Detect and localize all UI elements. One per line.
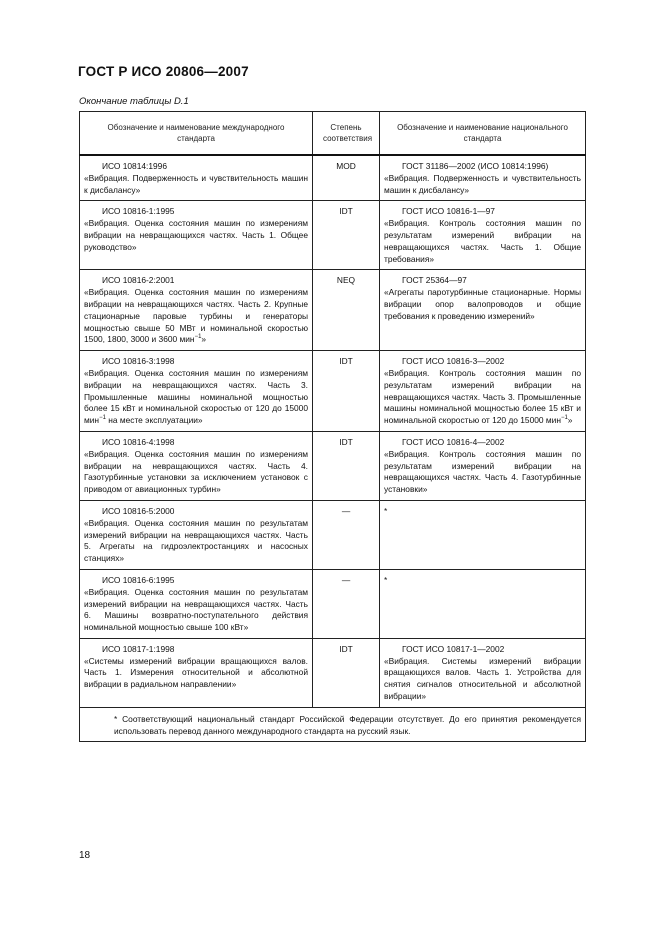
- international-standard-title: «Вибрация. Оценка состояния машин по измерениям вибрации на невращающихся частях. Часть 4. Газотурбинные установки за исключением установок с приводом от авиационных турбин»: [84, 448, 308, 495]
- degree-cell: [313, 569, 380, 638]
- international-standard-code: ИСО 10816-5:2000: [102, 505, 175, 516]
- header-degree-of-conformity: Степень соответствия: [313, 112, 380, 156]
- international-standard-cell: [80, 638, 313, 707]
- international-standard-title: «Вибрация. Оценка состояния машин по результатам измерений вибрации на невращающихся частях. Часть 6. Машины возвратно-поступательного действия номинальной мощностью свыше 100 кВт»: [84, 586, 308, 633]
- national-standard-code: ГОСТ ИСО 10816-4—2002: [402, 436, 505, 447]
- correspondence-table: [79, 111, 586, 742]
- national-standard-cell: [380, 500, 586, 569]
- national-standard-title: «Вибрация. Контроль состояния машин по результатам измерений вибрации на невращающихся частях. Часть 1. Общие требования»: [384, 218, 581, 264]
- national-standard-title: «Вибрация. Контроль состояния машин по результатам измерений вибрации на невращающихся частях. Часть 3. Промышленные машины номинальной мощностью более 15 кВт и номинальной скоростью от 120 до 15000 мин: [384, 367, 581, 426]
- national-standard-cell: [380, 351, 586, 432]
- national-standard-title: «Вибрация. Подверженность и чувствительность машин к дисбалансу»: [384, 172, 581, 195]
- table-header-row: [80, 112, 586, 156]
- table-row: [80, 638, 586, 707]
- international-standard-title: «Системы измерений вибрации вращающихся валов. Часть 1. Измерения относительной и абсолютной вибрации в радиальном направлении»: [84, 655, 308, 690]
- international-standard-code: ИСО 10816-4:1998: [102, 436, 175, 447]
- international-standard-cell: [80, 500, 313, 569]
- degree-cell: [313, 638, 380, 707]
- degree-cell: [313, 431, 380, 500]
- national-standard-title: «Вибрация. Системы измерений вибрации вращающихся валов. Часть 1. Устройства для снятия сигналов относительной и абсолютной вибрации»: [384, 655, 581, 702]
- national-standard-cell: [380, 431, 586, 500]
- table-row: [80, 351, 586, 432]
- national-standard-cell: [380, 569, 586, 638]
- table-row: [80, 569, 586, 638]
- degree-cell: [313, 155, 380, 201]
- international-standard-cell: [80, 569, 313, 638]
- header-national-standard: Обозначение и наименование национального стандарта: [380, 112, 586, 156]
- footnote-marker: *: [384, 574, 388, 585]
- international-standard-code: ИСО 10817-1:1998: [102, 643, 175, 654]
- international-standard-title: «Вибрация. Оценка состояния машин по измерениям вибрации на невращающихся частях. Часть 1. Общее руководство»: [84, 218, 308, 252]
- national-standard-cell: [380, 201, 586, 270]
- unit-superscript: −1: [194, 334, 202, 341]
- table-row: [80, 201, 586, 270]
- international-standard-code: ИСО 10816-1:1995: [102, 206, 175, 217]
- unit-superscript: −1: [560, 415, 568, 422]
- degree-cell: [313, 500, 380, 569]
- table-caption: Окончание таблицы D.1: [79, 96, 189, 107]
- national-standard-cell: [380, 155, 586, 201]
- table-row: [80, 155, 586, 201]
- degree-cell: [313, 201, 380, 270]
- international-standard-title: «Вибрация. Оценка состояния машин по измерениям вибрации на невращающихся частях. Часть 3. Промышленные машины номинальной мощностью более 15 кВт и номинальной скоростью от 120 до 15000 мин: [84, 367, 308, 426]
- page-number: 18: [79, 850, 91, 861]
- international-standard-title: «Вибрация. Оценка состояния машин по результатам измерений вибрации на невращающихся частях. Часть 5. Агрегаты на гидроэлектростанциях и насосных станциях»: [84, 517, 308, 564]
- title-tail: »: [201, 334, 207, 345]
- footnote-marker: *: [384, 505, 388, 516]
- table-row: [80, 270, 586, 351]
- international-standard-code: ИСО 10816-6:1995: [102, 574, 175, 585]
- footnote-text: * Соответствующий национальный стандарт Российской Федерации отсутствует. До его принятия рекомендуется использовать перевод данного международного стандарта на русский язык.: [114, 713, 581, 736]
- national-standard-code: ГОСТ ИСО 10816-1—97: [402, 206, 495, 217]
- international-standard-code: ИСО 10814:1996: [102, 161, 167, 171]
- international-standard-cell: [80, 155, 313, 201]
- national-standard-title: «Агрегаты паротурбинные стационарные. Нормы вибрации опор валопроводов и общие требования к проведению измерений»: [384, 287, 581, 321]
- table-footnote: [80, 707, 586, 741]
- national-standard-code: ГОСТ ИСО 10817-1—2002: [402, 643, 505, 654]
- national-standard-cell: [380, 270, 586, 351]
- national-standard-cell: [380, 638, 586, 707]
- degree-value: IDT: [339, 206, 353, 217]
- international-standard-cell: [80, 270, 313, 351]
- degree-value: IDT: [339, 643, 353, 654]
- international-standard-cell: [80, 431, 313, 500]
- international-standard-code: ИСО 10816-3:1998: [102, 356, 175, 367]
- header-international-standard: Обозначение и наименование международного стандарта: [80, 112, 313, 156]
- document-title: ГОСТ Р ИСО 20806—2007: [78, 64, 249, 79]
- title-tail: на месте эксплуатации»: [105, 415, 203, 426]
- title-tail: »: [567, 415, 573, 426]
- international-standard-cell: [80, 201, 313, 270]
- national-standard-code: ГОСТ 31186—2002 (ИСО 10814:1996): [402, 161, 549, 171]
- international-standard-code: ИСО 10816-2:2001: [102, 275, 175, 286]
- national-standard-code: ГОСТ ИСО 10816-3—2002: [402, 356, 505, 367]
- footnote-row: [80, 707, 586, 741]
- degree-value: NEQ: [336, 275, 356, 286]
- degree-cell: [313, 351, 380, 432]
- degree-value: MOD: [336, 161, 356, 171]
- degree-value: IDT: [339, 356, 353, 367]
- national-standard-code: ГОСТ 25364—97: [402, 275, 467, 286]
- international-standard-title: «Вибрация. Оценка состояния машин по измерениям вибрации на невращающихся частях. Часть 2. Крупные стационарные паровые турбины и генераторы мощностью свыше 50 МВт и номинальной скоростью 1500, 1800, 3000 и 3600 мин: [84, 287, 308, 345]
- degree-cell: [313, 270, 380, 351]
- degree-value: IDT: [339, 436, 353, 447]
- table-row: [80, 500, 586, 569]
- unit-superscript: −1: [99, 415, 106, 422]
- international-standard-title: «Вибрация. Подверженность и чувствительность машин к дисбалансу»: [84, 172, 308, 195]
- table-row: [80, 431, 586, 500]
- international-standard-cell: [80, 351, 313, 432]
- national-standard-title: «Вибрация. Контроль состояния машин по результатам измерений вибрации на невращающихся частях. Часть 4. Газотурбинные установки»: [384, 448, 581, 495]
- degree-value: —: [341, 574, 351, 585]
- degree-value: —: [341, 505, 351, 516]
